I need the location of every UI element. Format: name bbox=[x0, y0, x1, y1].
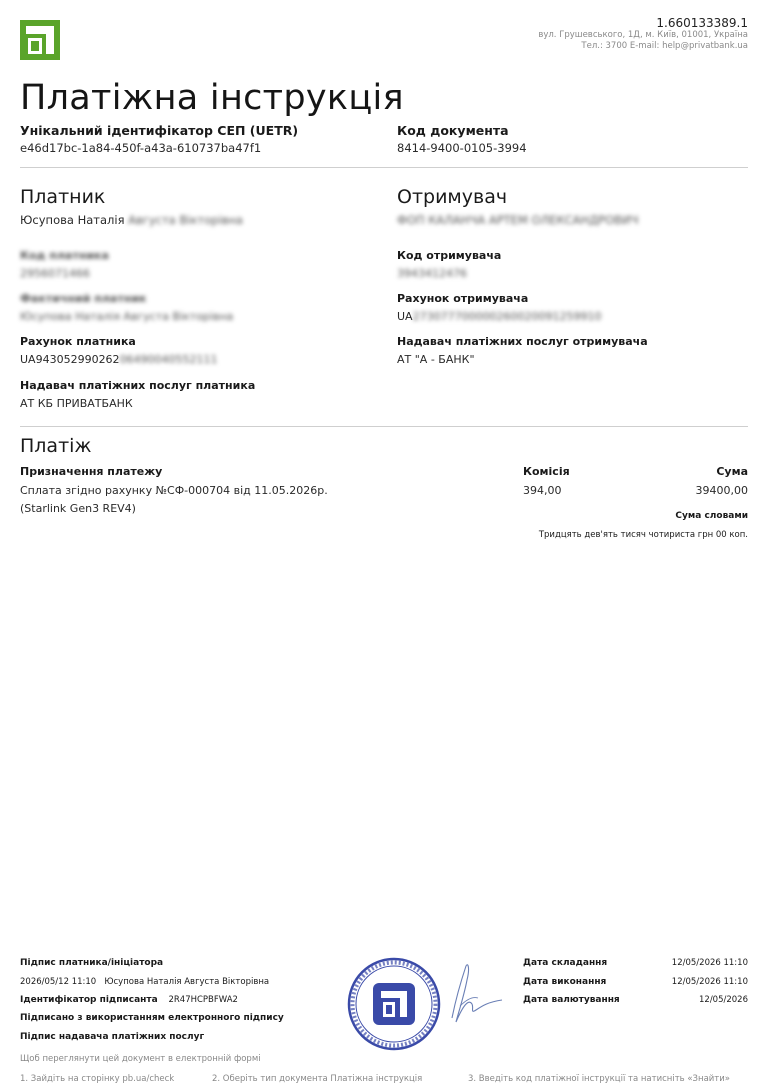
payer-name bbox=[20, 213, 243, 227]
fee-value: 394,00 bbox=[523, 484, 562, 497]
document-number: 1.660133389.1 bbox=[656, 16, 748, 30]
divider bbox=[20, 426, 748, 427]
payer-account-blurred: 06490040552111 bbox=[119, 353, 218, 366]
signer-id-value: 2R47HCPBFWA2 bbox=[168, 995, 238, 1005]
signed-electronic: Підписано з використанням електронного підпису bbox=[20, 1013, 284, 1023]
date-created-label: Дата складання bbox=[523, 958, 608, 968]
privatbank-logo-icon bbox=[20, 20, 60, 60]
doc-code-label: Код документа bbox=[397, 123, 509, 138]
provider-signature: Підпис надавача платіжних послуг bbox=[20, 1032, 205, 1042]
doc-code-value: 8414-9400-0105-3994 bbox=[397, 141, 527, 155]
recipient-account-label: Рахунок отримувача bbox=[397, 292, 529, 305]
bank-contacts: Тел.: 3700 E-mail: help@privatbank.ua bbox=[581, 41, 748, 51]
recipient-heading: Отримувач bbox=[397, 186, 508, 208]
date-value-label: Дата валютування bbox=[523, 995, 620, 1005]
recipient-account-blurred: 273077700000260020091259910 bbox=[412, 310, 602, 323]
fee-label: Комісія bbox=[523, 465, 570, 478]
purpose-line-2: (Starlink Gen3 REV4) bbox=[20, 502, 136, 515]
payer-account bbox=[20, 353, 218, 366]
payment-heading: Платіж bbox=[20, 435, 92, 457]
actual-payer-value: Юсупова Наталія Августа Вікторівна bbox=[20, 310, 234, 323]
date-created-value: 12/05/2026 11:10 bbox=[671, 958, 748, 968]
payer-heading: Платник bbox=[20, 186, 106, 208]
signature-name: Юсупова Наталія Августа Вікторівна bbox=[104, 977, 270, 987]
recipient-code-value: 3943412476 bbox=[397, 267, 467, 280]
purpose-line-1: Сплата згідно рахунку №СФ-000704 від 11.05.2026р. bbox=[20, 484, 328, 497]
payer-name-blurred: Августа Вікторівна bbox=[128, 213, 243, 227]
uetr-value: e46d17bc-1a84-450f-a43a-610737ba47f1 bbox=[20, 141, 262, 155]
handwritten-signature bbox=[432, 958, 512, 1038]
payer-account-visible: UA943052990262 bbox=[20, 353, 120, 366]
payer-name-visible: Юсупова Наталія bbox=[20, 213, 125, 227]
check-step-3: 3. Введіть код платіжної інструкції та натисніть «Знайти» bbox=[468, 1074, 730, 1084]
date-executed-label: Дата виконання bbox=[523, 977, 607, 987]
date-value-value: 12/05/2026 bbox=[699, 995, 748, 1005]
signer-id-line bbox=[20, 995, 238, 1005]
sum-label: Сума bbox=[716, 465, 748, 478]
check-step-2: 2. Оберіть тип документа Платіжна інструкція bbox=[212, 1074, 423, 1084]
recipient-account-visible: UA bbox=[397, 310, 413, 323]
actual-payer-label: Фактичний платник bbox=[20, 292, 147, 305]
uetr-label: Унікальний ідентифікатор СЕП (UETR) bbox=[20, 123, 299, 138]
bank-contact-block bbox=[538, 16, 748, 52]
payer-code-value: 2956071466 bbox=[20, 267, 90, 280]
purpose-label: Призначення платежу bbox=[20, 465, 163, 478]
signature-label: Підпис платника/ініціатора bbox=[20, 958, 164, 968]
recipient-account bbox=[397, 310, 602, 323]
signature-date: 2026/05/12 11:10 bbox=[20, 977, 97, 987]
sum-words-value: Тридцять дев'ять тисяч чотириста грн 00 коп. bbox=[538, 530, 748, 540]
recipient-name: ФОП КАЛАНЧА АРТЕМ ОЛЕКСАНДРОВИЧ bbox=[397, 213, 639, 227]
divider bbox=[20, 167, 748, 168]
signature-line bbox=[20, 977, 269, 987]
bank-stamp-icon bbox=[346, 956, 442, 1052]
view-hint: Щоб переглянути цей документ в електронній формі bbox=[20, 1054, 261, 1064]
payer-provider-value: АТ КБ ПРИВАТБАНК bbox=[20, 397, 133, 410]
payer-code-label: Код платника bbox=[20, 249, 109, 262]
sum-words-label: Сума словами bbox=[675, 511, 748, 521]
recipient-code-label: Код отримувача bbox=[397, 249, 502, 262]
date-executed-value: 12/05/2026 11:10 bbox=[671, 977, 748, 987]
recipient-provider-label: Надавач платіжних послуг отримувача bbox=[397, 335, 648, 348]
check-step-1: 1. Зайдіть на сторінку pb.ua/check bbox=[20, 1074, 175, 1084]
payer-provider-label: Надавач платіжних послуг платника bbox=[20, 379, 256, 392]
signer-id-label: Ідентифікатор підписанта bbox=[20, 995, 158, 1005]
bank-address: вул. Грушевського, 1Д, м. Київ, 01001, Україна bbox=[538, 30, 748, 40]
page-title: Платіжна інструкція bbox=[20, 78, 404, 118]
recipient-provider-value: АТ "А - БАНК" bbox=[397, 353, 475, 366]
sum-value: 39400,00 bbox=[695, 484, 748, 497]
payer-account-label: Рахунок платника bbox=[20, 335, 136, 348]
